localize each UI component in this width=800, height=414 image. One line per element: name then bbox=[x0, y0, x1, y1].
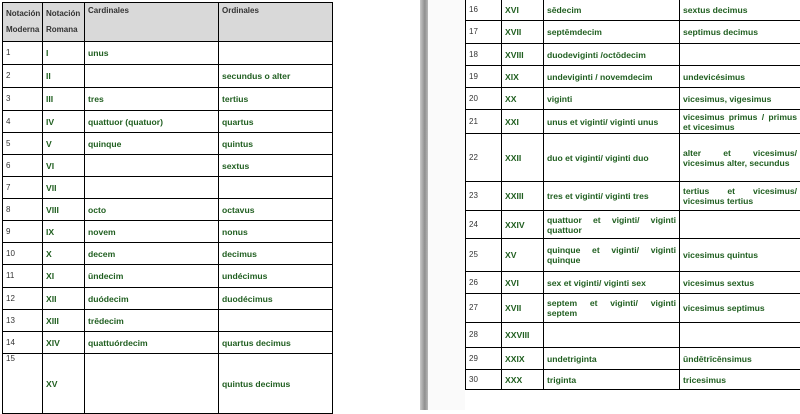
cell-ordinal: septimus decimus bbox=[680, 21, 800, 44]
cell-moderna: 20 bbox=[466, 88, 502, 110]
cell-moderna: 13 bbox=[3, 310, 43, 332]
cell-moderna: 16 bbox=[466, 0, 502, 21]
table-row bbox=[3, 332, 333, 354]
cell-ordinal: quintus decimus bbox=[219, 354, 333, 414]
cell-ordinal: quartus bbox=[219, 111, 333, 133]
cell-moderna: 15 bbox=[3, 354, 43, 414]
table-row bbox=[466, 294, 800, 323]
cell-romana: XVII bbox=[502, 21, 544, 44]
cell-moderna: 11 bbox=[3, 265, 43, 288]
header-ordinales: Ordinales bbox=[219, 3, 333, 42]
cell-ordinal: quartus decimus bbox=[219, 332, 333, 354]
cell-romana: XV bbox=[502, 239, 544, 272]
table-row bbox=[466, 134, 800, 182]
cell-moderna: 30 bbox=[466, 370, 502, 390]
cell-moderna: 21 bbox=[466, 110, 502, 134]
cell-cardinal: trēdecim bbox=[85, 310, 219, 332]
cell-romana: XXI bbox=[502, 110, 544, 134]
cell-cardinal: octo bbox=[85, 199, 219, 221]
table-row bbox=[3, 354, 333, 414]
cell-cardinal: septēmdecim bbox=[544, 21, 680, 44]
table-row bbox=[466, 323, 800, 348]
cell-ordinal bbox=[680, 323, 800, 348]
table-row bbox=[466, 211, 800, 239]
numerals-table-left bbox=[2, 2, 333, 414]
table-header-row bbox=[3, 3, 333, 42]
table-row bbox=[466, 182, 800, 211]
header-romana: Notación Romana bbox=[43, 3, 85, 42]
table-row bbox=[466, 239, 800, 272]
cell-moderna: 23 bbox=[466, 182, 502, 211]
cell-moderna: 4 bbox=[3, 111, 43, 133]
table-row bbox=[3, 65, 333, 88]
cell-moderna: 3 bbox=[3, 88, 43, 111]
cell-moderna: 26 bbox=[466, 272, 502, 294]
cell-cardinal: decem bbox=[85, 243, 219, 265]
cell-ordinal: alter et vicesimus/ vicesimus alter, secundus bbox=[680, 134, 800, 182]
cell-ordinal bbox=[219, 177, 333, 199]
cell-romana: XVII bbox=[502, 294, 544, 323]
cell-cardinal: tres bbox=[85, 88, 219, 111]
cell-romana: II bbox=[43, 65, 85, 88]
table-row bbox=[3, 243, 333, 265]
cell-cardinal: ūndecim bbox=[85, 265, 219, 288]
cell-ordinal: nonus bbox=[219, 221, 333, 243]
cell-cardinal: quattuórdecim bbox=[85, 332, 219, 354]
cell-ordinal: vicesimus septimus bbox=[680, 294, 800, 323]
cell-romana: XIV bbox=[43, 332, 85, 354]
cell-moderna: 22 bbox=[466, 134, 502, 182]
cell-cardinal: novem bbox=[85, 221, 219, 243]
table-row bbox=[466, 370, 800, 390]
header-cardinales: Cardinales bbox=[85, 3, 219, 42]
cell-romana: XV bbox=[43, 354, 85, 414]
table-row bbox=[466, 0, 800, 21]
cell-moderna: 18 bbox=[466, 44, 502, 66]
cell-romana: V bbox=[43, 133, 85, 155]
cell-moderna: 2 bbox=[3, 65, 43, 88]
table-row bbox=[3, 288, 333, 310]
cell-romana: XX bbox=[502, 88, 544, 110]
cell-romana: XIII bbox=[43, 310, 85, 332]
cell-cardinal: undetriginta bbox=[544, 348, 680, 370]
cell-romana: VIII bbox=[43, 199, 85, 221]
table-row bbox=[3, 177, 333, 199]
cell-cardinal: quinque bbox=[85, 133, 219, 155]
cell-moderna: 28 bbox=[466, 323, 502, 348]
table-row bbox=[466, 66, 800, 88]
table-row bbox=[3, 42, 333, 65]
table-row bbox=[466, 44, 800, 66]
table-row bbox=[3, 133, 333, 155]
cell-cardinal: septem et viginti/ viginti septem bbox=[544, 294, 680, 323]
header-moderna: Notación Moderna bbox=[3, 3, 43, 42]
table-row bbox=[466, 21, 800, 44]
cell-romana: XXIII bbox=[502, 182, 544, 211]
cell-moderna: 27 bbox=[466, 294, 502, 323]
cell-ordinal: undécimus bbox=[219, 265, 333, 288]
cell-ordinal: tertius bbox=[219, 88, 333, 111]
cell-romana: IX bbox=[43, 221, 85, 243]
cell-ordinal: sextus bbox=[219, 155, 333, 177]
cell-ordinal: vicesimus, vigesimus bbox=[680, 88, 800, 110]
cell-ordinal: secundus o alter bbox=[219, 65, 333, 88]
cell-ordinal: duodécimus bbox=[219, 288, 333, 310]
cell-cardinal: triginta bbox=[544, 370, 680, 390]
cell-romana: VI bbox=[43, 155, 85, 177]
cell-moderna: 14 bbox=[3, 332, 43, 354]
table-row bbox=[466, 348, 800, 370]
cell-romana: IV bbox=[43, 111, 85, 133]
table-row bbox=[3, 265, 333, 288]
cell-ordinal: sextus decimus bbox=[680, 0, 800, 21]
cell-moderna: 10 bbox=[3, 243, 43, 265]
cell-romana: XXII bbox=[502, 134, 544, 182]
cell-ordinal bbox=[680, 211, 800, 239]
cell-moderna: 12 bbox=[3, 288, 43, 310]
cell-romana: XXX bbox=[502, 370, 544, 390]
cell-ordinal: vicesimus primus / primus et vicesimus bbox=[680, 110, 800, 134]
cell-cardinal: quinque et viginti/ viginti quinque bbox=[544, 239, 680, 272]
page-gutter bbox=[420, 0, 428, 410]
cell-romana: XI bbox=[43, 265, 85, 288]
table-row bbox=[3, 199, 333, 221]
page-gap bbox=[428, 0, 465, 410]
cell-cardinal: unus et viginti/ viginti unus bbox=[544, 110, 680, 134]
cell-ordinal: decimus bbox=[219, 243, 333, 265]
cell-moderna: 8 bbox=[3, 199, 43, 221]
cell-ordinal: octavus bbox=[219, 199, 333, 221]
cell-ordinal: undevicésimus bbox=[680, 66, 800, 88]
cell-romana: XII bbox=[43, 288, 85, 310]
cell-cardinal bbox=[85, 65, 219, 88]
cell-cardinal: quattuor et viginti/ viginti quattuor bbox=[544, 211, 680, 239]
cell-ordinal bbox=[219, 42, 333, 65]
cell-cardinal: undeviginti / novemdecim bbox=[544, 66, 680, 88]
cell-cardinal bbox=[85, 354, 219, 414]
cell-moderna: 7 bbox=[3, 177, 43, 199]
cell-romana: III bbox=[43, 88, 85, 111]
table-row bbox=[3, 310, 333, 332]
cell-romana: XVI bbox=[502, 272, 544, 294]
cell-moderna: 9 bbox=[3, 221, 43, 243]
cell-romana: VII bbox=[43, 177, 85, 199]
cell-romana: XVIII bbox=[502, 44, 544, 66]
cell-cardinal bbox=[85, 177, 219, 199]
cell-cardinal: quattuor (quatuor) bbox=[85, 111, 219, 133]
cell-cardinal bbox=[544, 323, 680, 348]
cell-cardinal bbox=[85, 155, 219, 177]
cell-moderna: 19 bbox=[466, 66, 502, 88]
table-row bbox=[3, 111, 333, 133]
cell-moderna: 1 bbox=[3, 42, 43, 65]
cell-moderna: 5 bbox=[3, 133, 43, 155]
cell-cardinal: duodeviginti /octōdecim bbox=[544, 44, 680, 66]
cell-romana: XVI bbox=[502, 0, 544, 21]
cell-ordinal: vicesimus sextus bbox=[680, 272, 800, 294]
cell-moderna: 25 bbox=[466, 239, 502, 272]
cell-ordinal: tertius et vicesimus/ vicesimus tertius bbox=[680, 182, 800, 211]
cell-romana: XXVIII bbox=[502, 323, 544, 348]
cell-romana: XXIV bbox=[502, 211, 544, 239]
cell-cardinal: duo et viginti/ viginti duo bbox=[544, 134, 680, 182]
table-row bbox=[466, 272, 800, 294]
cell-moderna: 17 bbox=[466, 21, 502, 44]
cell-ordinal bbox=[680, 44, 800, 66]
numerals-table-right bbox=[465, 0, 800, 390]
cell-ordinal: ūndētrīcēnsimus bbox=[680, 348, 800, 370]
cell-ordinal: quintus bbox=[219, 133, 333, 155]
cell-moderna: 6 bbox=[3, 155, 43, 177]
cell-moderna: 24 bbox=[466, 211, 502, 239]
cell-cardinal: unus bbox=[85, 42, 219, 65]
cell-romana: XIX bbox=[502, 66, 544, 88]
table-row bbox=[3, 155, 333, 177]
cell-ordinal: tricesimus bbox=[680, 370, 800, 390]
cell-romana: I bbox=[43, 42, 85, 65]
table-row bbox=[466, 110, 800, 134]
cell-ordinal: vicesimus quintus bbox=[680, 239, 800, 272]
cell-cardinal: sex et viginti/ viginti sex bbox=[544, 272, 680, 294]
cell-ordinal bbox=[219, 310, 333, 332]
cell-romana: XXIX bbox=[502, 348, 544, 370]
cell-cardinal: duódecim bbox=[85, 288, 219, 310]
table-row bbox=[3, 88, 333, 111]
cell-cardinal: tres et viginti/ viginti tres bbox=[544, 182, 680, 211]
cell-cardinal: viginti bbox=[544, 88, 680, 110]
table-row bbox=[3, 221, 333, 243]
cell-moderna: 29 bbox=[466, 348, 502, 370]
cell-cardinal: sēdecim bbox=[544, 0, 680, 21]
cell-romana: X bbox=[43, 243, 85, 265]
table-row bbox=[466, 88, 800, 110]
